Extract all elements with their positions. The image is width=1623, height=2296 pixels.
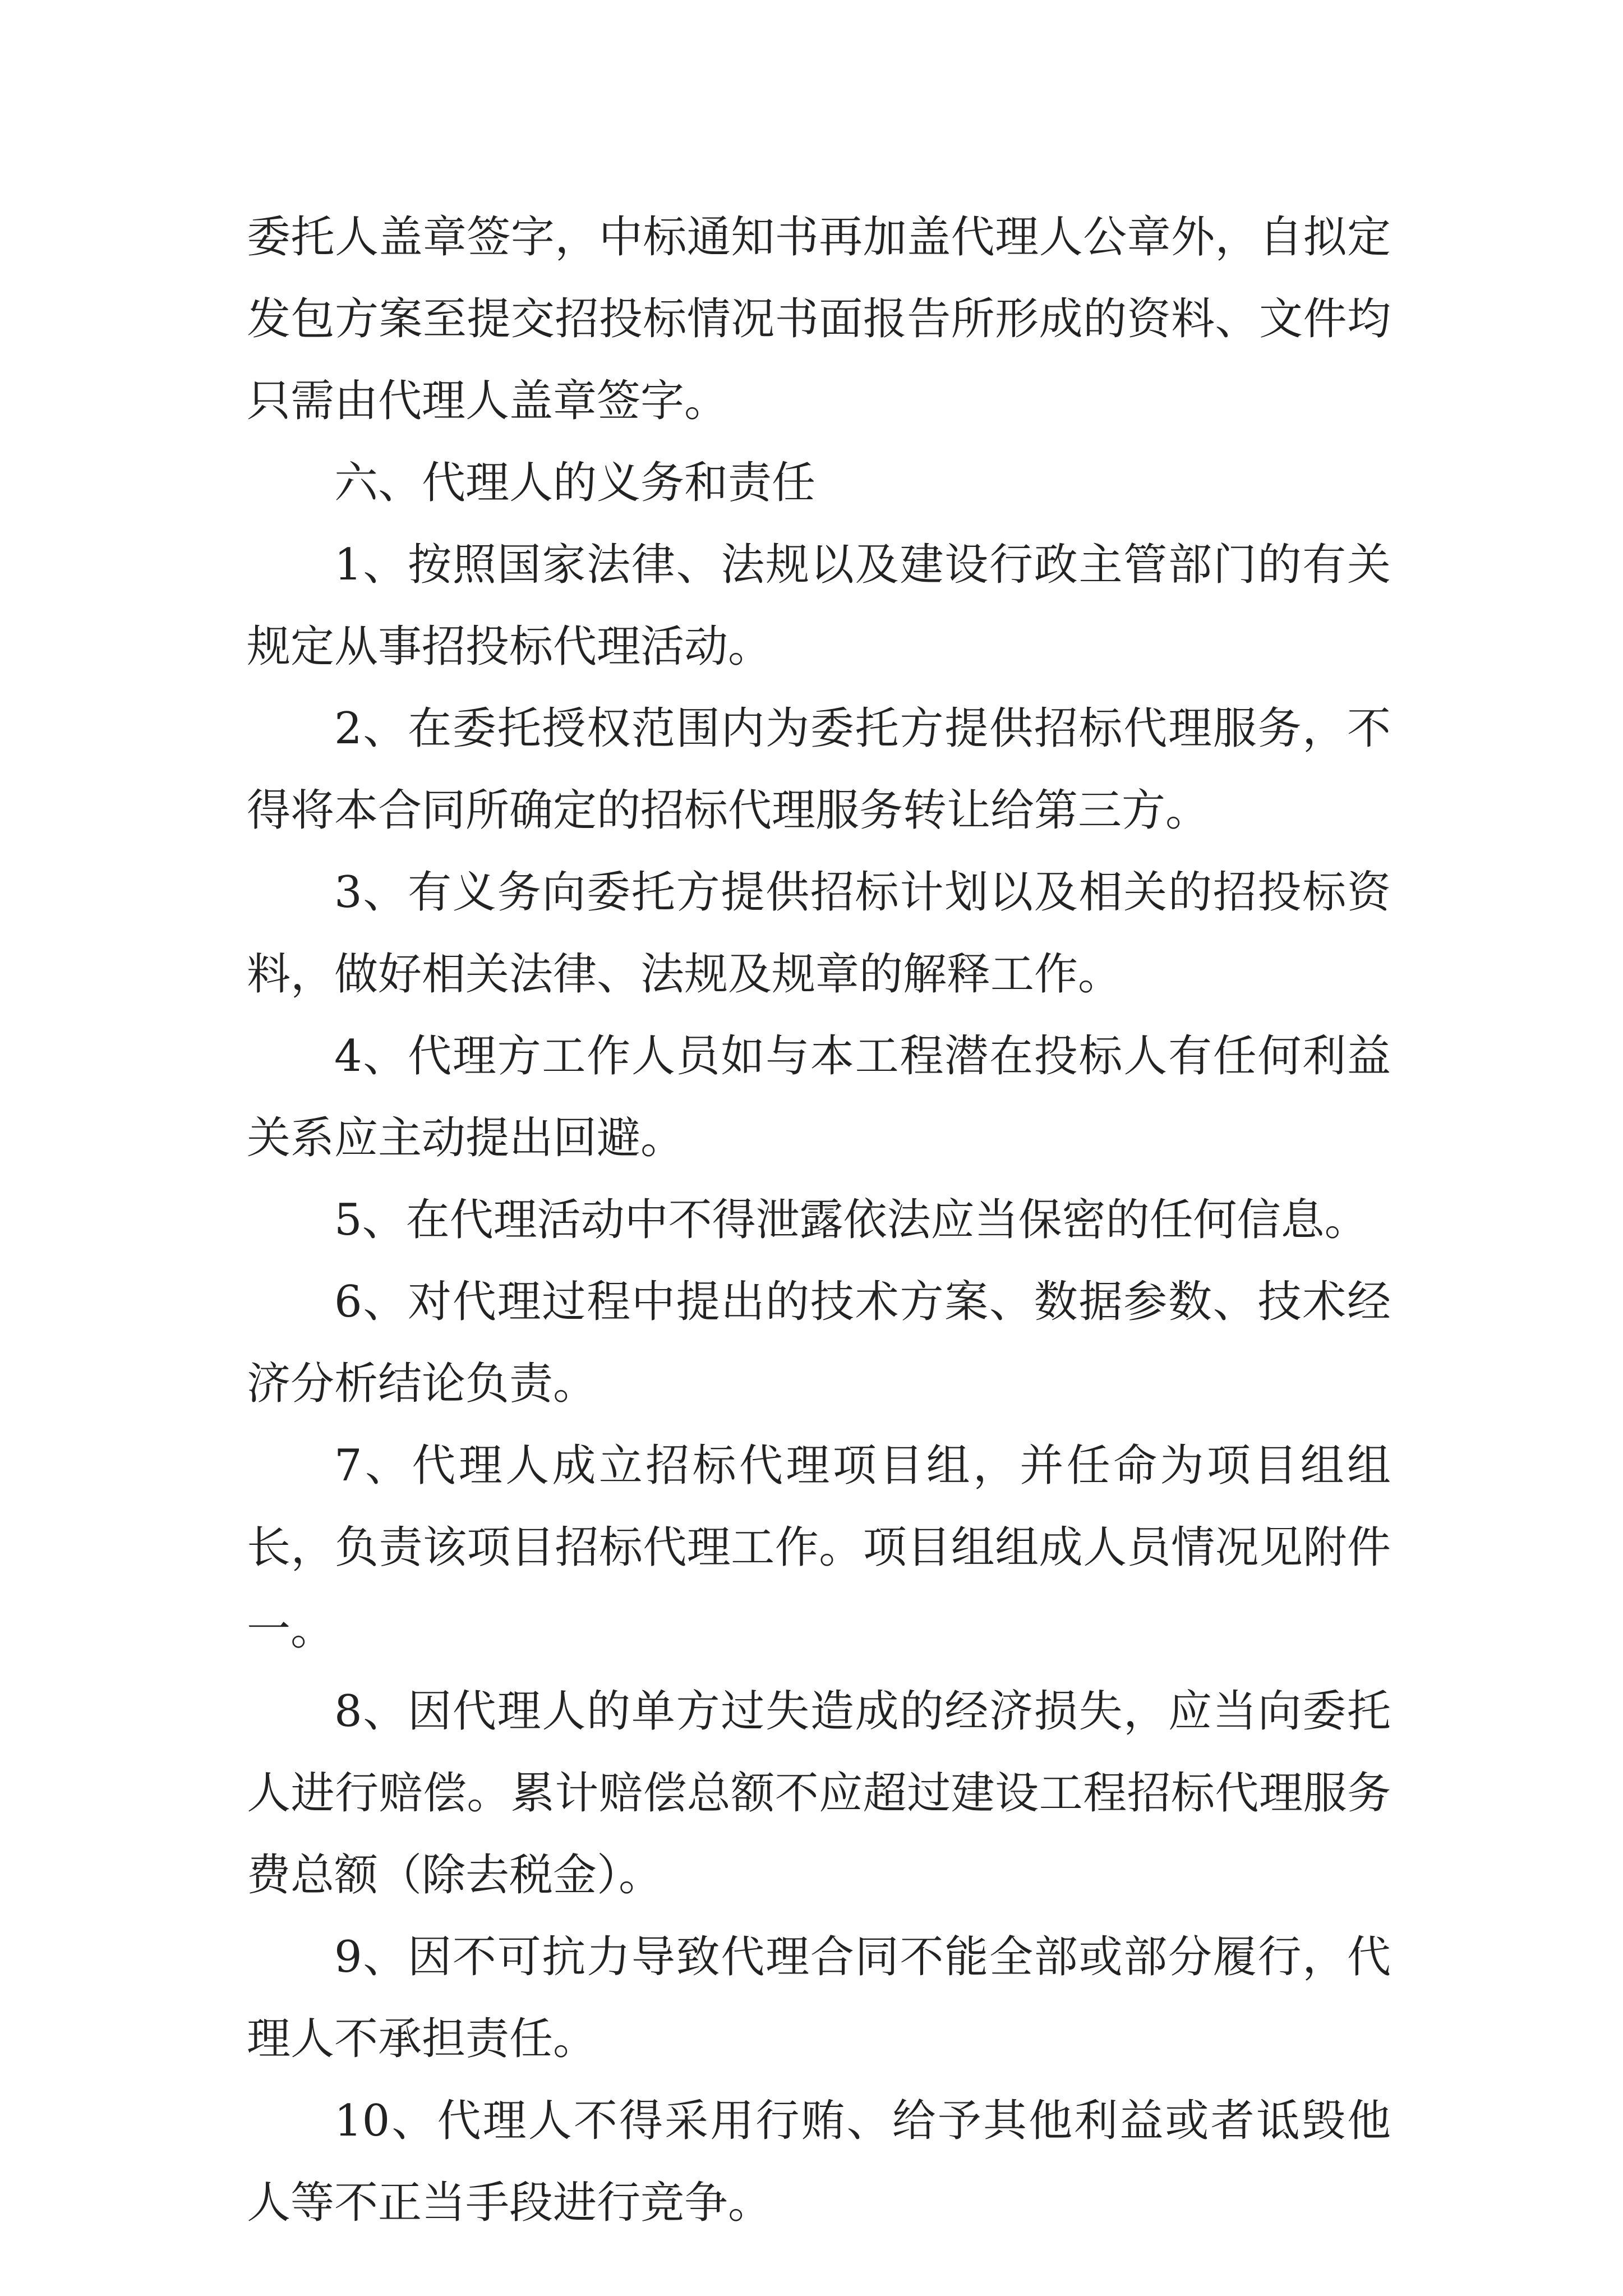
section-heading: 六、代理人的义务和责任 [334,458,816,508]
list-item-7: 7、代理人成立招标代理项目组，并任命为项目组组长，负责该项目招标代理工作。项目组组成人员情况见附件一。 [247,1441,1391,1655]
continuation-paragraph: 委托人盖章签字，中标通知书再加盖代理人公章外，自拟定发包方案至提交招投标情况书面报告所形成的资料、文件均只需由代理人盖章签字。 [247,212,1391,426]
list-item-1: 1、按照国家法律、法规以及建设行政主管部门的有关规定从事招投标代理活动。 [247,540,1391,672]
list-item-3: 3、有义务向委托方提供招标计划以及相关的招投标资料，做好相关法律、法规及规章的解释工作。 [247,867,1391,1000]
list-item-5: 5、在代理活动中不得泄露依法应当保密的任何信息。 [334,1195,1368,1245]
list-item-4: 4、代理方工作人员如与本工程潜在投标人有任何利益关系应主动提出回避。 [247,1031,1391,1163]
list-item-9: 9、因不可抗力导致代理合同不能全部或部分履行，代理人不承担责任。 [247,1932,1391,2064]
list-item-8: 8、因代理人的单方过失造成的经济损失，应当向委托人进行赔偿。累计赔偿总额不应超过建设工程招标代理服务费总额（除去税金）。 [247,1686,1391,1901]
document-body [247,196,1391,2244]
list-item-10: 10、代理人不得采用行贿、给予其他利益或者诋毁他人等不正当手段进行竞争。 [247,2096,1391,2228]
list-item-6: 6、对代理过程中提出的技术方案、数据参数、技术经济分析结论负责。 [247,1277,1391,1409]
list-item-2: 2、在委托授权范围内为委托方提供招标代理服务，不得将本合同所确定的招标代理服务转让给第三方。 [247,703,1391,836]
